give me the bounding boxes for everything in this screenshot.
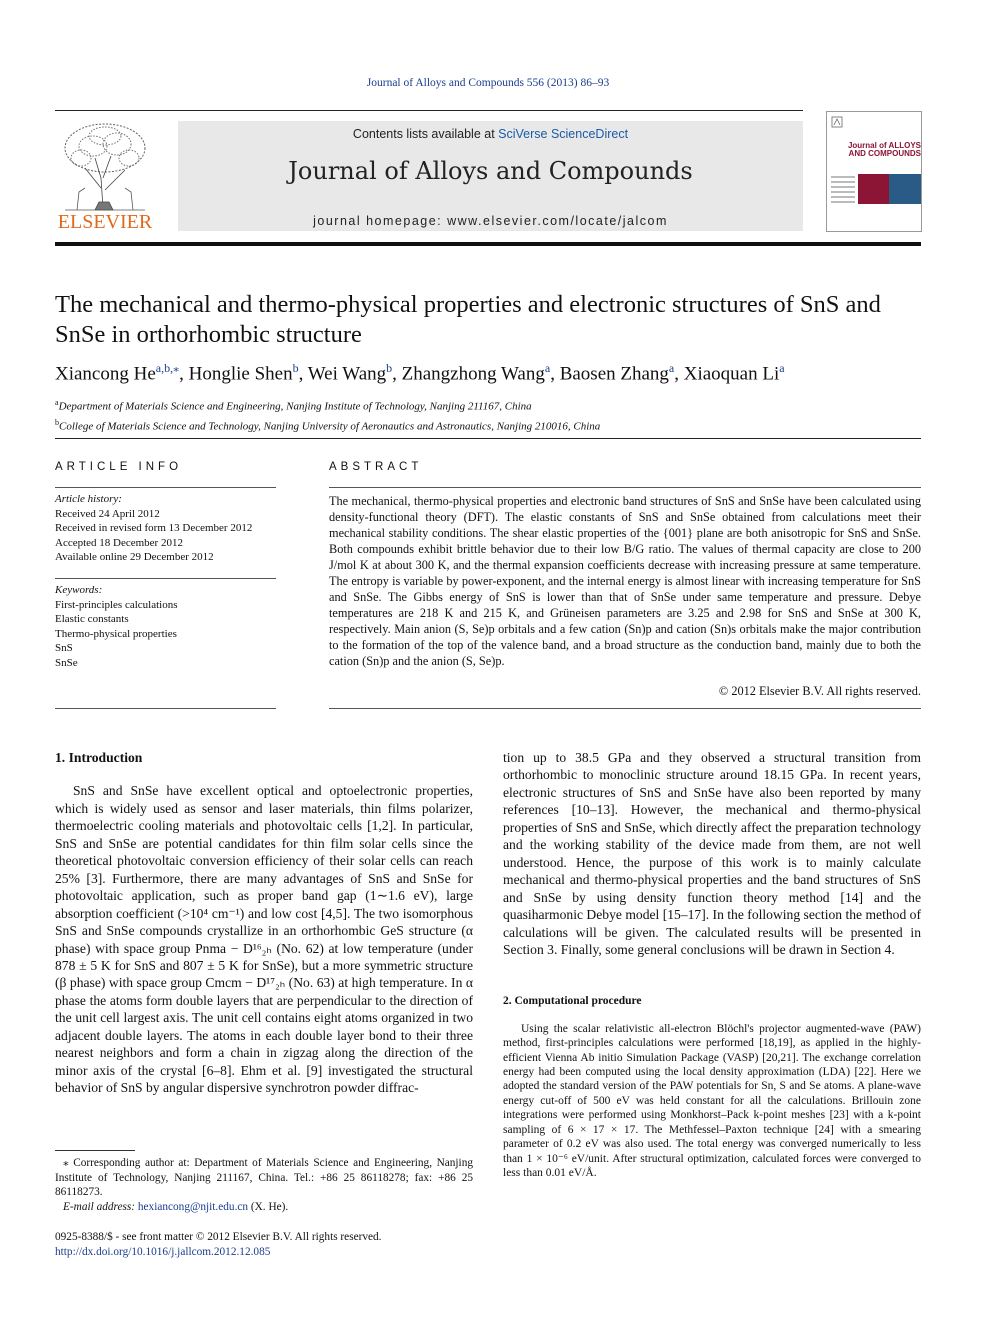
right-column (503, 749, 921, 1180)
cover-red-block (858, 174, 889, 204)
author-affil-sup[interactable]: a (779, 361, 785, 375)
keyword-item: Thermo-physical properties (55, 627, 177, 640)
affiliation-b (55, 415, 921, 435)
cover-logo-icon (831, 116, 843, 128)
affiliation-sup: a (55, 398, 59, 407)
keyword-item: Elastic constants (55, 613, 129, 625)
keyword-item: SnS (55, 642, 73, 654)
article-title: The mechanical and thermo-physical properties and electronic structures of SnS and SnSe in orthorhombic structure (55, 291, 881, 348)
affiliations (55, 395, 921, 434)
cover-title: Journal of ALLOYS AND COMPOUNDS (847, 141, 921, 158)
elsevier-wordmark: ELSEVIER (57, 211, 153, 233)
intro-heading: 1. Introduction (55, 750, 143, 765)
contents-prefix: Contents lists available at (352, 127, 499, 141)
journal-citation[interactable]: Journal of Alloys and Compounds 556 (2013) 86–93 (366, 77, 610, 89)
history-item: Received in revised form 13 December 2012 (55, 522, 253, 534)
author-name[interactable]: Wei Wang (307, 363, 387, 385)
header-thick-divider (55, 242, 921, 246)
computational-paragraph: Using the scalar relativistic all-electron Blöchl's projector augmented-wave (PAW) method, first-principles calculations were performed [18,19], as applied in the highly-efficient Vienna Ab initio Simulation Package (VASP) [20,21]. The exchange correlation energy had been computed using the local density approximation (LDA) [22]. Here we adopted the standard version of the PAW potentials for Sn, S and Se atoms. A plane-wave energy cut-off of 500 eV was held constant for all the calculations. Brillouin zone integrations were performed using Monkhorst–Pack k-point meshes [23] with a k-point sampling of 6 × 17 × 17. The Methfessel–Paxton technique [24] with a smearing parameter of 0.2 eV was also used. The total energy was converged numerically to less than 1 × 10⁻⁶ eV/unit. After structural optimization, calculated forces were converged to less than 0.01 eV/Å. (503, 1022, 921, 1179)
author-email-link[interactable]: hexiancong@njit.edu.cn (137, 1200, 249, 1213)
email-line (55, 1200, 473, 1215)
contents-line (178, 127, 803, 141)
journal-name[interactable]: Journal of Alloys and Compounds (288, 157, 693, 185)
author-affil-sup[interactable]: b (386, 361, 393, 375)
keyword-item: SnSe (55, 656, 78, 669)
keywords (55, 583, 276, 670)
history-item: Received 24 April 2012 (55, 507, 160, 520)
author-affil-sup[interactable]: a (544, 361, 551, 375)
author-name[interactable]: Xiancong He (55, 363, 156, 385)
affiliation-text: Department of Materials Science and Engineering, Nanjing Institute of Technology, Nanjing 211167, China (58, 400, 532, 413)
affiliation-sup: b (55, 417, 59, 427)
computational-section (503, 994, 921, 1180)
cover-text-lines (831, 176, 855, 206)
affiliation-text: College of Materials Science and Technology, Nanjing University of Aeronautics and Astronautics, Nanjing 210016, China (59, 420, 601, 433)
page-bottom-info (55, 1230, 473, 1259)
intro-paragraph-1: SnS and SnSe have excellent optical and optoelectronic properties, which is widely used as sensor and laser materials, thin films polarizer, thermoelectric cooling materials and photovoltaic cells [1,2]. In particular, SnS and SnSe are potential candidates for thin film solar cells since the theoretical photovoltaic conversion efficiency of their solar cells can reach 25% [3]. Furthermore, there are many advantages of SnS and SnSe for photovoltaic application, such as proper band gap (1∼1.6 eV), large absorption coefficient (>10⁴ cm⁻¹) and low cost [4,5]. The two isomorphous SnS and SnSe compounds crystallize in an orthorhombic GeS structure (α phase) with space group Pnma − D¹⁶₂ₕ (No. 62) at low temperature (under 878 ± 5 K for SnS and 807 ± 5 K for SnSe), but a more symmetric structure (β phase) with space group Cmcm − D¹⁷₂ₕ (No. 63) at high temperature. In α phase the atoms form double layers that are perpendicular to the direction of the unit cell largest axis. The unit cell contains eight atoms organized in two adjacent double layers. The atoms in each double layer bond to their three nearest neighbors and form a chain in zigzag along the direction of the minor axis of the crystal [6–8]. Ehm et al. [9] investigated the structural behavior of SnS by angular dispersive synchrotron powder diffrac- (55, 783, 473, 1096)
computational-heading: 2. Computational procedure (503, 995, 642, 1008)
abstract-heading: ABSTRACT (329, 461, 423, 473)
affiliation-divider (55, 438, 921, 439)
footnote-divider (55, 1150, 135, 1151)
keywords-divider (55, 578, 276, 579)
abstract-text: The mechanical, thermo-physical properties and electronic band structures of SnS and SnSe have been calculated using density-functional theory (DFT). The elastic constants of SnS and SnSe obtained from calculations meet their mechanical stability conditions. The shear elastic properties of the {001} plane are both anisotropic for SnS and SnSe. Both compounds exhibit brittle behavior due to their low B/G ratio. The values of thermal capacity are close to 200 J/mol K at about 300 K, and the thermal expansion coefficients decrease with increasing pressure at same temperature. The entropy is variable by power-exponent, and the internal energy is almost linear with increasing temperature for SnS and SnSe. The Gibbs energy of SnS is lower than that of SnSe under same temperature and pressure. Debye temperatures are 218 K and 215 K, and Grüneisen parameters are 3.25 and 2.98 for SnS and SnSe at 300 K, respectively. Main anion (S, Se)p orbitals and a few cation (Sn)p and cation (Sn)s orbitals make the major contribution to the formation of the top of the valence band, and a broad structure as the conduction band, mainly due to both the cation (Sn)p and the anion (S, Se)p. (329, 494, 921, 668)
journal-cover-thumbnail[interactable] (826, 111, 922, 232)
affiliation-a (55, 395, 921, 415)
sciencedirect-link[interactable]: SciVerse ScienceDirect (498, 127, 629, 141)
journal-banner (178, 121, 803, 231)
history-label: Article history: (55, 493, 122, 505)
article-info-heading: ARTICLE INFO (55, 461, 183, 473)
corresponding-author-note: ⁎ Corresponding author at: Department of Materials Science and Engineering, Nanjing Institute of Technology, Nanjing 211167, China. Tel.: +86 25 86118278; fax: +86 25 86118273. (55, 1157, 473, 1198)
article-history (55, 492, 276, 565)
author-affil-sup[interactable]: a,b,⁎ (155, 361, 180, 375)
article-info-divider (55, 487, 276, 488)
doi-link[interactable]: http://dx.doi.org/10.1016/j.jallcom.2012.12.085 (55, 1245, 271, 1258)
history-item: Available online 29 December 2012 (55, 551, 214, 563)
keywords-label: Keywords: (55, 584, 103, 596)
author-list: Xiancong $He^{a,b,⁎}$, Honglie Shen$^b$, Wei Wang$^b$, Zhangzhong Wang$^a$, Baosen Zhang$^a$, Xiaoquan Li$^a$ (55, 361, 785, 385)
footnote (55, 1156, 473, 1214)
abstract-copyright: © 2012 Elsevier B.V. All rights reserved. (718, 684, 921, 698)
abstract-divider (329, 487, 921, 488)
issn-line: 0925-8388/$ - see front matter © 2012 Elsevier B.V. All rights reserved. (55, 1231, 382, 1243)
author-name[interactable]: Xiaoquan Li (683, 363, 780, 385)
header-divider (55, 110, 803, 111)
abstract-bottom-divider (329, 708, 921, 709)
intro-paragraph-2: tion up to 38.5 GPa and they observed a structural transition from orthorhombic to monoclinic structure around 18.15 GPa. In recent years, electronic structures of SnS and SnSe have also been reported by many references [10–13]. However, the mechanical and thermo-physical properties of SnS and SnSe, which directly affect the preparation technology and the working stability of the device made from them, are not well understood. Hence, the purpose of this work is to mainly calculate mechanical and thermo-physical properties and the band structures of SnS and SnSe by using density function theory method [14] and the quasiharmonic Debye model [15–17]. In the following section the method of calculations will be given. The calculated results will be presented in Section 3. Finally, some general conclusions will be drawn in Section 4. (503, 750, 921, 957)
cover-blue-block (889, 174, 921, 204)
author-name[interactable]: Honglie Shen (188, 363, 293, 385)
author-affil-sup[interactable]: b (292, 361, 299, 375)
author-affil-sup[interactable]: a (668, 361, 675, 375)
history-item: Accepted 18 December 2012 (55, 536, 183, 549)
email-label: E-mail address: (63, 1200, 136, 1213)
article-info-bottom-divider (55, 708, 276, 709)
email-suffix: (X. He). (250, 1200, 289, 1213)
journal-homepage[interactable]: journal homepage: www.elsevier.com/locate/jalcom (313, 214, 668, 228)
author-name[interactable]: Zhangzhong Wang (401, 363, 545, 385)
keyword-item: First-principles calculations (55, 598, 178, 611)
left-column (55, 749, 473, 1097)
author-name[interactable]: Baosen Zhang (559, 363, 669, 385)
